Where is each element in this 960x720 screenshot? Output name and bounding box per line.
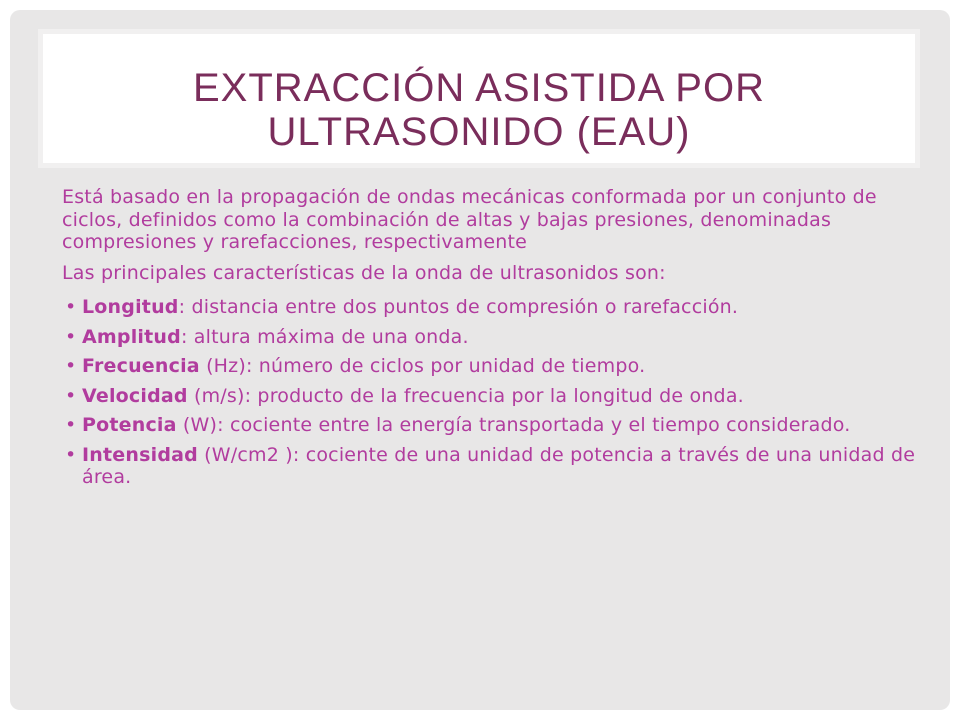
bullet-icon: • <box>65 325 77 348</box>
slide <box>10 10 950 710</box>
term-definition: : número de ciclos por unidad de tiempo. <box>245 355 646 377</box>
list-item <box>62 385 922 408</box>
term-unit: (W) <box>176 414 218 436</box>
bullet-icon: • <box>65 414 77 436</box>
bullet-icon: • <box>65 355 77 377</box>
term-definition: : cociente entre la energía transportada y el tiempo considerado. <box>217 414 851 436</box>
term-label: Amplitud <box>82 325 181 348</box>
term-unit: (Hz) <box>199 355 246 377</box>
title-box <box>38 29 920 168</box>
term-label: Potencia <box>82 414 177 436</box>
bullet-icon: • <box>65 296 77 318</box>
list-item <box>62 355 922 378</box>
term-definition: : producto de la frecuencia por la longitud de onda. <box>244 384 744 407</box>
term-unit: (m/s) <box>187 384 245 407</box>
term-label: Longitud <box>82 296 179 318</box>
bullet-icon: • <box>65 384 77 407</box>
term-definition: : altura máxima de una onda. <box>180 325 469 348</box>
term-label: Frecuencia <box>82 355 200 377</box>
bullet-icon: • <box>65 443 77 466</box>
list-item <box>62 444 922 489</box>
slide-content <box>62 186 922 496</box>
term-unit: (W/cm2 ) <box>197 443 293 466</box>
term-label: Velocidad <box>82 384 188 407</box>
term-label: Intensidad <box>82 443 198 466</box>
list-item <box>62 326 922 349</box>
characteristics-list <box>62 296 922 489</box>
list-item <box>62 296 922 319</box>
list-intro: Las principales características de la onda de ultrasonidos son: <box>62 261 666 284</box>
slide-title: EXTRACCIÓN ASISTIDA POR ULTRASONIDO (EAU) <box>192 66 765 154</box>
term-definition: : distancia entre dos puntos de compresión o rarefacción. <box>178 296 739 318</box>
list-item <box>62 414 922 437</box>
term-definition: : cociente de una unidad de potencia a través de una unidad de área. <box>82 443 916 488</box>
intro-paragraph: Está basado en la propagación de ondas mecánicas conformada por un conjunto de ciclos, definidos como la combinación de altas y bajas presiones, denominadas compresiones y rarefacciones, respectivamente <box>62 186 877 253</box>
